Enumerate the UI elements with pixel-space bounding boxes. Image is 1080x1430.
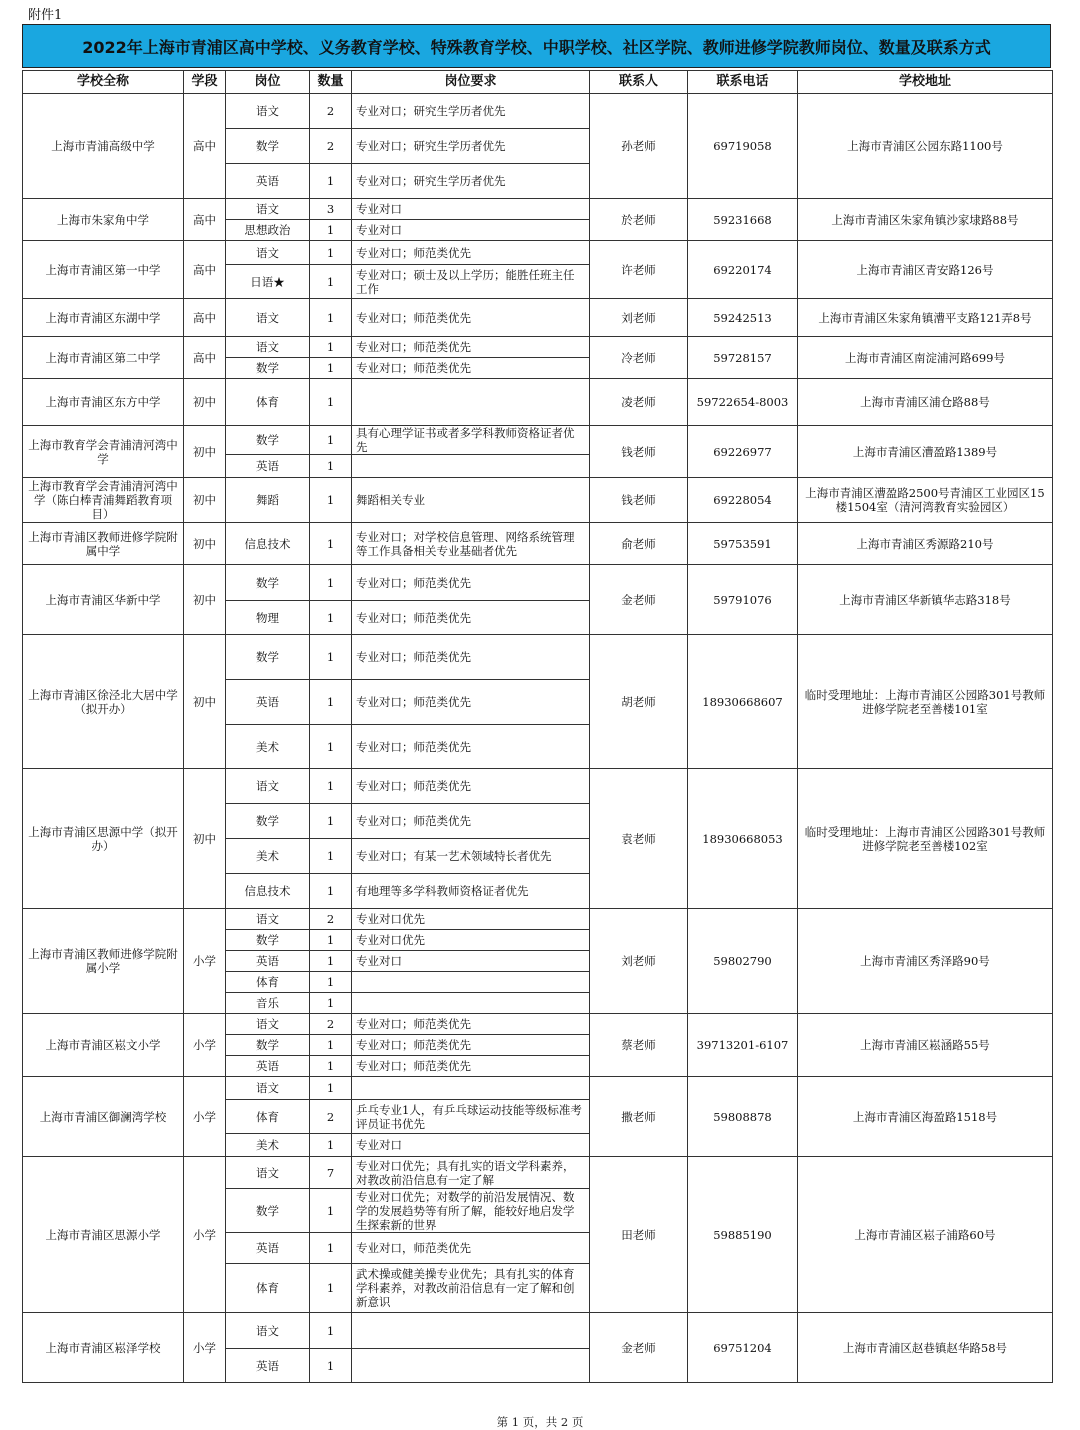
- post-cell: 数学: [226, 129, 310, 164]
- post-cell: 语文: [226, 1157, 310, 1189]
- stage-cell: 小学: [184, 1014, 226, 1077]
- table-row: [23, 769, 1053, 804]
- requirement-cell: 专业对口优先；对数学的前沿发展情况、数学的发展趋势等有所了解，能较好地启发学生探索新的世界: [352, 1189, 590, 1233]
- requirement-cell: 具有心理学证书或者多学科教师资格证者优先: [352, 426, 590, 455]
- school-name-cell: 上海市青浦区第一中学: [23, 241, 184, 299]
- count-cell: 1: [310, 804, 352, 839]
- address-cell: 上海市青浦区崧涵路55号: [798, 1014, 1053, 1077]
- requirement-cell: 专业对口优先: [352, 909, 590, 930]
- post-cell: 语文: [226, 909, 310, 930]
- post-cell: 体育: [226, 972, 310, 993]
- phone-cell: 59808878: [688, 1077, 798, 1157]
- header-row: [23, 71, 1053, 94]
- table-row: [23, 635, 1053, 680]
- table-row: [23, 1077, 1053, 1100]
- school-name-cell: 上海市青浦区崧泽学校: [23, 1313, 184, 1383]
- post-cell: 英语: [226, 1233, 310, 1264]
- requirement-cell: [352, 993, 590, 1014]
- count-cell: 7: [310, 1157, 352, 1189]
- school-name-cell: 上海市青浦区东方中学: [23, 379, 184, 426]
- contact-cell: 蔡老师: [590, 1014, 688, 1077]
- count-cell: 1: [310, 769, 352, 804]
- count-cell: 1: [310, 993, 352, 1014]
- post-cell: 体育: [226, 379, 310, 426]
- post-cell: 美术: [226, 1134, 310, 1157]
- phone-cell: 69220174: [688, 241, 798, 299]
- count-cell: 1: [310, 220, 352, 241]
- requirement-cell: 专业对口；师范类优先: [352, 635, 590, 680]
- stage-cell: 初中: [184, 426, 226, 478]
- contact-cell: 许老师: [590, 241, 688, 299]
- post-cell: 语文: [226, 1313, 310, 1349]
- stage-cell: 初中: [184, 379, 226, 426]
- contact-cell: 刘老师: [590, 299, 688, 337]
- count-cell: 1: [310, 1313, 352, 1349]
- stage-cell: 小学: [184, 1313, 226, 1383]
- requirement-cell: 专业对口；研究生学历者优先: [352, 94, 590, 129]
- contact-cell: 孙老师: [590, 94, 688, 199]
- count-cell: 1: [310, 930, 352, 951]
- count-cell: 1: [310, 680, 352, 725]
- address-cell: 上海市青浦区浦仓路88号: [798, 379, 1053, 426]
- count-cell: 2: [310, 1014, 352, 1035]
- count-cell: 1: [310, 601, 352, 635]
- requirement-cell: 专业对口；师范类优先: [352, 337, 590, 358]
- school-name-cell: 上海市青浦区东湖中学: [23, 299, 184, 337]
- requirement-cell: 专业对口；有某一艺术领域特长者优先: [352, 839, 590, 874]
- address-cell: 上海市青浦区秀源路210号: [798, 523, 1053, 565]
- count-cell: 1: [310, 337, 352, 358]
- positions-table: [22, 70, 1053, 1383]
- post-cell: 数学: [226, 1189, 310, 1233]
- count-cell: 1: [310, 478, 352, 523]
- count-cell: 1: [310, 299, 352, 337]
- phone-cell: 39713201-6107: [688, 1014, 798, 1077]
- contact-cell: 钱老师: [590, 426, 688, 478]
- stage-cell: 高中: [184, 199, 226, 241]
- requirement-cell: 专业对口；师范类优先: [352, 804, 590, 839]
- stage-cell: 初中: [184, 565, 226, 635]
- count-cell: 2: [310, 129, 352, 164]
- requirement-cell: 专业对口；师范类优先: [352, 680, 590, 725]
- requirement-cell: 专业对口；师范类优先: [352, 358, 590, 379]
- col-header-requirements: 岗位要求: [352, 71, 590, 94]
- phone-cell: 59728157: [688, 337, 798, 379]
- post-cell: 信息技术: [226, 523, 310, 565]
- count-cell: 1: [310, 725, 352, 769]
- table-row: [23, 379, 1053, 426]
- school-name-cell: 上海市教育学会青浦清河湾中学: [23, 426, 184, 478]
- post-cell: 体育: [226, 1264, 310, 1313]
- post-cell: 英语: [226, 1056, 310, 1077]
- count-cell: 1: [310, 972, 352, 993]
- table-row: [23, 1313, 1053, 1349]
- requirement-cell: 武术操或健美操专业优先；具有扎实的体育学科素养，对教改前沿信息有一定了解和创新意识: [352, 1264, 590, 1313]
- requirement-cell: 专业对口: [352, 220, 590, 241]
- phone-cell: 59791076: [688, 565, 798, 635]
- requirement-cell: 专业对口优先: [352, 930, 590, 951]
- count-cell: 1: [310, 1349, 352, 1383]
- table-row: [23, 426, 1053, 455]
- phone-cell: 59722654-8003: [688, 379, 798, 426]
- count-cell: 1: [310, 358, 352, 379]
- table-row: [23, 199, 1053, 220]
- contact-cell: 金老师: [590, 565, 688, 635]
- post-cell: 语文: [226, 1014, 310, 1035]
- requirement-cell: 专业对口: [352, 199, 590, 220]
- count-cell: 1: [310, 565, 352, 601]
- requirement-cell: [352, 972, 590, 993]
- stage-cell: 高中: [184, 241, 226, 299]
- address-cell: 上海市青浦区秀泽路90号: [798, 909, 1053, 1014]
- count-cell: 1: [310, 265, 352, 299]
- school-name-cell: 上海市青浦区华新中学: [23, 565, 184, 635]
- phone-cell: 18930668607: [688, 635, 798, 769]
- table-row: [23, 337, 1053, 358]
- post-cell: 数学: [226, 930, 310, 951]
- contact-cell: 胡老师: [590, 635, 688, 769]
- requirement-cell: [352, 1077, 590, 1100]
- post-cell: 语文: [226, 337, 310, 358]
- address-cell: 上海市青浦区漕盈路2500号青浦区工业园区15楼1504室（清河湾教育实验园区）: [798, 478, 1053, 523]
- col-header-stage: 学段: [184, 71, 226, 94]
- stage-cell: 初中: [184, 635, 226, 769]
- table-row: [23, 565, 1053, 601]
- school-name-cell: 上海市青浦区思源小学: [23, 1157, 184, 1313]
- school-name-cell: 上海市青浦区崧文小学: [23, 1014, 184, 1077]
- col-header-post: 岗位: [226, 71, 310, 94]
- post-cell: 舞蹈: [226, 478, 310, 523]
- phone-cell: 59753591: [688, 523, 798, 565]
- phone-cell: 69226977: [688, 426, 798, 478]
- address-cell: 上海市青浦区漕盈路1389号: [798, 426, 1053, 478]
- document-title: 2022年上海市青浦区高中学校、义务教育学校、特殊教育学校、中职学校、社区学院、教师进修学院教师岗位、数量及联系方式: [22, 24, 1051, 68]
- contact-cell: 金老师: [590, 1313, 688, 1383]
- address-cell: 上海市青浦区华新镇华志路318号: [798, 565, 1053, 635]
- address-cell: 临时受理地址：上海市青浦区公园路301号教师进修学院老至善楼102室: [798, 769, 1053, 909]
- requirement-cell: 专业对口；师范类优先: [352, 769, 590, 804]
- table-row: [23, 478, 1053, 523]
- table-row: [23, 1014, 1053, 1035]
- table-row: [23, 299, 1053, 337]
- requirement-cell: 专业对口，师范类优先: [352, 1233, 590, 1264]
- count-cell: 2: [310, 1100, 352, 1134]
- requirement-cell: 专业对口；对学校信息管理、网络系统管理等工作具备相关专业基础者优先: [352, 523, 590, 565]
- count-cell: 3: [310, 199, 352, 220]
- count-cell: 1: [310, 951, 352, 972]
- stage-cell: 初中: [184, 478, 226, 523]
- post-cell: 语文: [226, 241, 310, 265]
- annex-label: 附件1: [28, 8, 63, 23]
- address-cell: 上海市青浦区海盈路1518号: [798, 1077, 1053, 1157]
- col-header-contact: 联系人: [590, 71, 688, 94]
- requirement-cell: [352, 455, 590, 478]
- count-cell: 1: [310, 1035, 352, 1056]
- count-cell: 1: [310, 241, 352, 265]
- count-cell: 1: [310, 455, 352, 478]
- table-row: [23, 909, 1053, 930]
- address-cell: 上海市青浦区南淀浦河路699号: [798, 337, 1053, 379]
- phone-cell: 59231668: [688, 199, 798, 241]
- contact-cell: 田老师: [590, 1157, 688, 1313]
- post-cell: 美术: [226, 725, 310, 769]
- table-row: [23, 1157, 1053, 1189]
- school-name-cell: 上海市青浦区第二中学: [23, 337, 184, 379]
- post-cell: 英语: [226, 680, 310, 725]
- post-cell: 英语: [226, 951, 310, 972]
- stage-cell: 初中: [184, 769, 226, 909]
- requirement-cell: [352, 1349, 590, 1383]
- contact-cell: 於老师: [590, 199, 688, 241]
- count-cell: 1: [310, 164, 352, 199]
- count-cell: 1: [310, 1189, 352, 1233]
- school-name-cell: 上海市青浦区思源中学（拟开办）: [23, 769, 184, 909]
- requirement-cell: 专业对口；研究生学历者优先: [352, 164, 590, 199]
- count-cell: 2: [310, 94, 352, 129]
- phone-cell: 59802790: [688, 909, 798, 1014]
- requirement-cell: 专业对口；研究生学历者优先: [352, 129, 590, 164]
- stage-cell: 小学: [184, 909, 226, 1014]
- post-cell: 日语★: [226, 265, 310, 299]
- count-cell: 1: [310, 839, 352, 874]
- count-cell: 1: [310, 1264, 352, 1313]
- requirement-cell: 专业对口；师范类优先: [352, 241, 590, 265]
- post-cell: 数学: [226, 1035, 310, 1056]
- requirement-cell: 舞蹈相关专业: [352, 478, 590, 523]
- post-cell: 语文: [226, 769, 310, 804]
- stage-cell: 初中: [184, 523, 226, 565]
- post-cell: 音乐: [226, 993, 310, 1014]
- table-body: [23, 94, 1053, 1383]
- requirement-cell: [352, 379, 590, 426]
- requirement-cell: 专业对口优先；具有扎实的语文学科素养，对教改前沿信息有一定了解: [352, 1157, 590, 1189]
- contact-cell: 钱老师: [590, 478, 688, 523]
- col-header-school: 学校全称: [23, 71, 184, 94]
- requirement-cell: 专业对口；硕士及以上学历；能胜任班主任工作: [352, 265, 590, 299]
- requirement-cell: [352, 1313, 590, 1349]
- address-cell: 上海市青浦区公园东路1100号: [798, 94, 1053, 199]
- school-name-cell: 上海市教育学会青浦清河湾中学（陈白棒青浦舞蹈教育项目）: [23, 478, 184, 523]
- requirement-cell: 乒乓专业1人，有乒乓球运动技能等级标准考评员证书优先: [352, 1100, 590, 1134]
- phone-cell: 59885190: [688, 1157, 798, 1313]
- address-cell: 上海市青浦区赵巷镇赵华路58号: [798, 1313, 1053, 1383]
- post-cell: 语文: [226, 199, 310, 220]
- post-cell: 物理: [226, 601, 310, 635]
- requirement-cell: 专业对口；师范类优先: [352, 1056, 590, 1077]
- requirement-cell: 有地理等多学科教师资格证者优先: [352, 874, 590, 909]
- col-header-phone: 联系电话: [688, 71, 798, 94]
- address-cell: 临时受理地址：上海市青浦区公园路301号教师进修学院老至善楼101室: [798, 635, 1053, 769]
- post-cell: 数学: [226, 635, 310, 680]
- count-cell: 1: [310, 1134, 352, 1157]
- school-name-cell: 上海市青浦区徐泾北大居中学（拟开办）: [23, 635, 184, 769]
- school-name-cell: 上海市青浦高级中学: [23, 94, 184, 199]
- count-cell: 1: [310, 874, 352, 909]
- requirement-cell: 专业对口；师范类优先: [352, 565, 590, 601]
- school-name-cell: 上海市青浦区御澜湾学校: [23, 1077, 184, 1157]
- post-cell: 语文: [226, 94, 310, 129]
- school-name-cell: 上海市青浦区教师进修学院附属中学: [23, 523, 184, 565]
- address-cell: 上海市青浦区崧子浦路60号: [798, 1157, 1053, 1313]
- post-cell: 思想政治: [226, 220, 310, 241]
- phone-cell: 69228054: [688, 478, 798, 523]
- requirement-cell: 专业对口: [352, 951, 590, 972]
- contact-cell: 刘老师: [590, 909, 688, 1014]
- count-cell: 1: [310, 1233, 352, 1264]
- contact-cell: 凌老师: [590, 379, 688, 426]
- phone-cell: 69719058: [688, 94, 798, 199]
- address-cell: 上海市青浦区青安路126号: [798, 241, 1053, 299]
- requirement-cell: 专业对口: [352, 1134, 590, 1157]
- count-cell: 1: [310, 523, 352, 565]
- table-row: [23, 94, 1053, 129]
- post-cell: 数学: [226, 426, 310, 455]
- stage-cell: 高中: [184, 94, 226, 199]
- stage-cell: 高中: [184, 337, 226, 379]
- requirement-cell: 专业对口；师范类优先: [352, 601, 590, 635]
- post-cell: 英语: [226, 164, 310, 199]
- table-row: [23, 241, 1053, 265]
- stage-cell: 小学: [184, 1077, 226, 1157]
- post-cell: 数学: [226, 565, 310, 601]
- post-cell: 英语: [226, 455, 310, 478]
- col-header-count: 数量: [310, 71, 352, 94]
- school-name-cell: 上海市青浦区教师进修学院附属小学: [23, 909, 184, 1014]
- requirement-cell: 专业对口；师范类优先: [352, 1035, 590, 1056]
- requirement-cell: 专业对口；师范类优先: [352, 725, 590, 769]
- stage-cell: 高中: [184, 299, 226, 337]
- count-cell: 1: [310, 1077, 352, 1100]
- post-cell: 数学: [226, 804, 310, 839]
- table-row: [23, 523, 1053, 565]
- requirement-cell: 专业对口；师范类优先: [352, 1014, 590, 1035]
- post-cell: 美术: [226, 839, 310, 874]
- col-header-address: 学校地址: [798, 71, 1053, 94]
- count-cell: 2: [310, 909, 352, 930]
- school-name-cell: 上海市朱家角中学: [23, 199, 184, 241]
- stage-cell: 小学: [184, 1157, 226, 1313]
- count-cell: 1: [310, 379, 352, 426]
- page-footer: 第 1 页，共 2 页: [496, 1415, 584, 1429]
- phone-cell: 69751204: [688, 1313, 798, 1383]
- contact-cell: 袁老师: [590, 769, 688, 909]
- post-cell: 语文: [226, 299, 310, 337]
- post-cell: 语文: [226, 1077, 310, 1100]
- requirement-cell: 专业对口；师范类优先: [352, 299, 590, 337]
- phone-cell: 59242513: [688, 299, 798, 337]
- post-cell: 信息技术: [226, 874, 310, 909]
- post-cell: 体育: [226, 1100, 310, 1134]
- contact-cell: 撒老师: [590, 1077, 688, 1157]
- post-cell: 数学: [226, 358, 310, 379]
- count-cell: 1: [310, 635, 352, 680]
- address-cell: 上海市青浦区朱家角镇沙家埭路88号: [798, 199, 1053, 241]
- contact-cell: 冷老师: [590, 337, 688, 379]
- phone-cell: 18930668053: [688, 769, 798, 909]
- count-cell: 1: [310, 426, 352, 455]
- contact-cell: 俞老师: [590, 523, 688, 565]
- count-cell: 1: [310, 1056, 352, 1077]
- post-cell: 英语: [226, 1349, 310, 1383]
- address-cell: 上海市青浦区朱家角镇漕平支路121弄8号: [798, 299, 1053, 337]
